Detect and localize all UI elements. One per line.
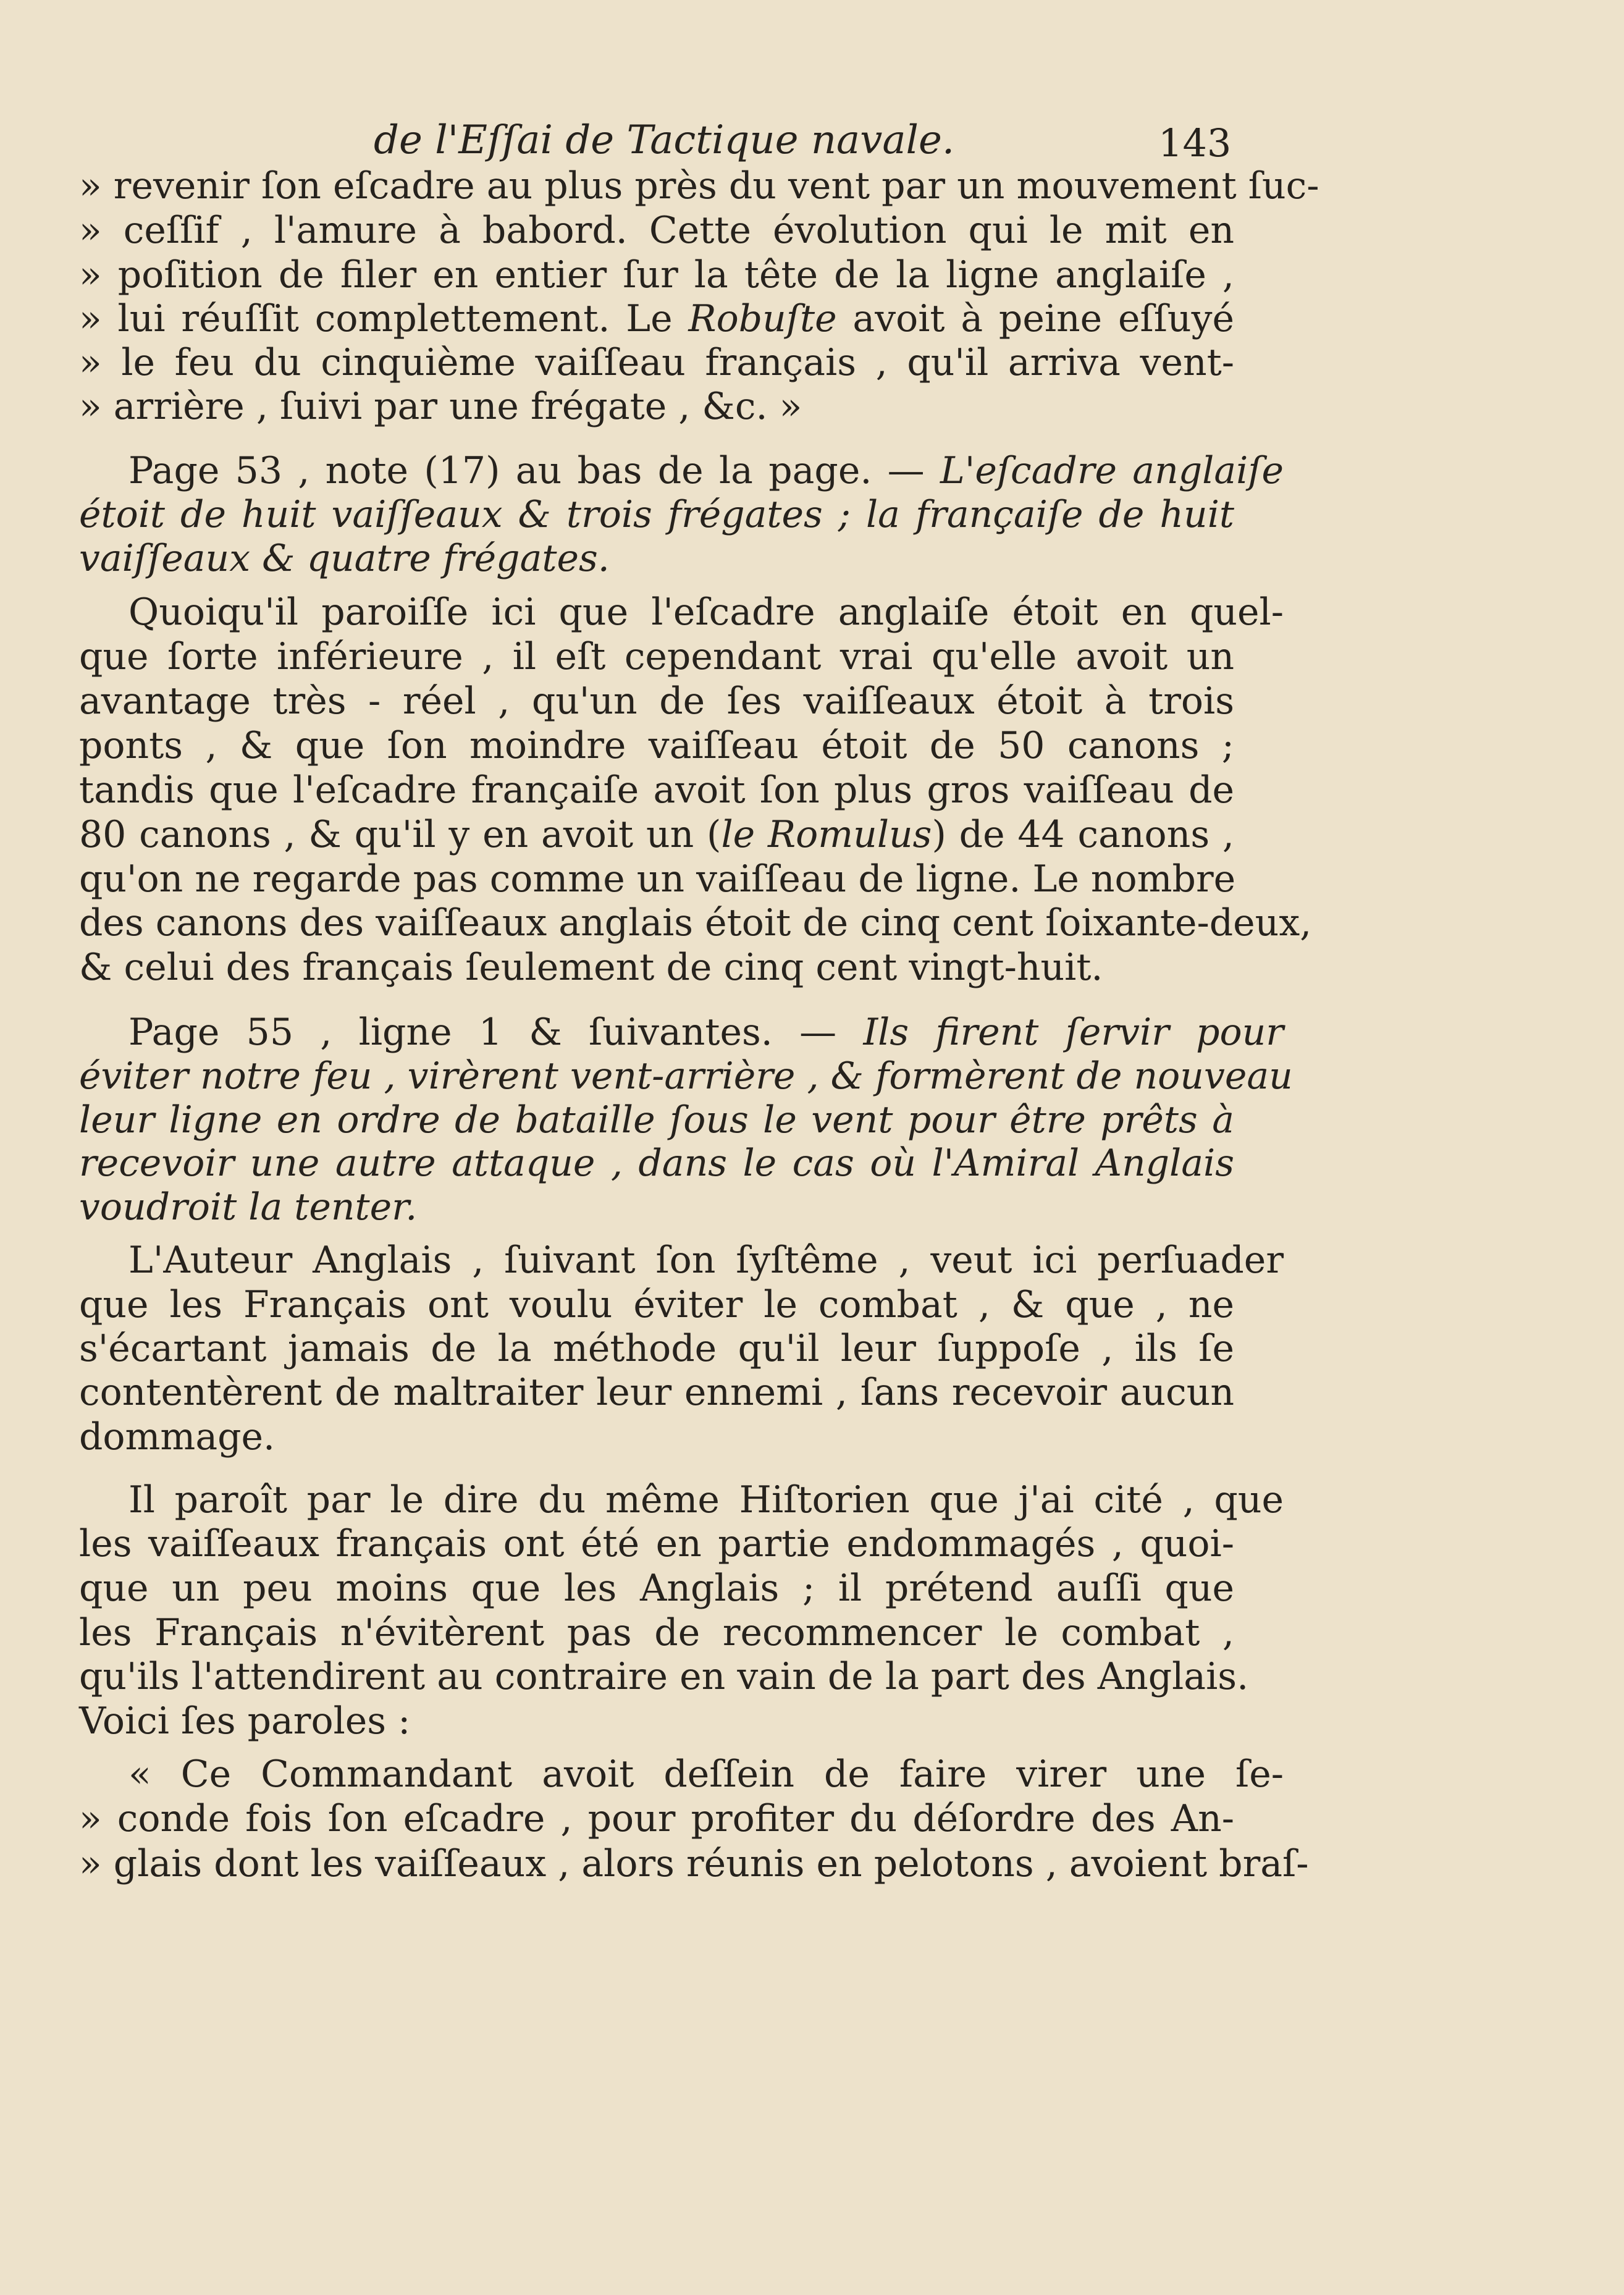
text-line (79, 1699, 1234, 1743)
page-number: 143 (1158, 120, 1232, 166)
text-run: tandis que l'eſcadre françaiſe avoit ſon plus gros vaiſſeau de (79, 769, 1234, 812)
text-line (79, 253, 1234, 297)
text-line (79, 208, 1234, 253)
text-run: » ceſſif , l'amure à babord. Cette évolution qui le mit en (79, 209, 1234, 252)
text-line (79, 723, 1234, 768)
text-line (79, 1326, 1234, 1371)
text-line (79, 1566, 1234, 1611)
text-line (79, 340, 1234, 385)
text-run: 80 canons , & qu'il y en avoit un ( (79, 813, 722, 856)
text-line (79, 1842, 1309, 1886)
italic-text: étoit de huit vaiſſeaux & trois frégates ; la françaiſe de huit (79, 493, 1234, 536)
text-line (79, 448, 1284, 493)
text-run: les vaiſſeaux français ont été en partie endommagés , quoi- (79, 1522, 1234, 1565)
text-run: & celui des français ſeulement de cinq cent vingt-huit. (79, 946, 1103, 989)
text-run: contentèrent de maltraiter leur ennemi , ſans recevoir aucun (79, 1371, 1234, 1414)
text-run: que ſorte inférieure , il eſt cependant vrai qu'elle avoit un (79, 635, 1234, 678)
italic-text: Robuſte (688, 297, 837, 340)
text-line (79, 812, 1234, 857)
italic-text: recevoir une autre attaque , dans le cas où l'Amiral Anglais (79, 1142, 1234, 1185)
text-run: Voici ſes paroles : (79, 1699, 411, 1743)
text-line (79, 384, 1234, 429)
text-line (79, 768, 1234, 812)
italic-text: L'eſcadre anglaiſe (940, 449, 1284, 492)
text-line (79, 1185, 1234, 1229)
text-line (79, 1282, 1234, 1327)
italic-text: Ils firent ſervir pour (863, 1011, 1284, 1054)
text-run: avantage très - réel , qu'un de ſes vaiſſeaux étoit à trois (79, 680, 1234, 723)
text-line (79, 297, 1234, 341)
text-run: ponts , & que ſon moindre vaiſſeau étoit de 50 canons ; (79, 724, 1234, 767)
italic-text: voudroit la tenter. (79, 1185, 418, 1229)
text-line (79, 536, 1234, 581)
running-title: de l'Eſſai de Tactique navale. (374, 117, 955, 163)
text-run: que les Français ont voulu éviter le combat , & que , ne (79, 1283, 1234, 1326)
text-run: les Français n'évitèrent pas de recommencer le combat , (79, 1611, 1234, 1654)
text-line (79, 1796, 1234, 1841)
text-run: Quoiqu'il paroiſſe ici que l'eſcadre anglaiſe étoit en quel- (128, 591, 1284, 634)
text-line (79, 634, 1234, 679)
text-line (79, 590, 1284, 634)
text-run: » arrière , ſuivi par une frégate , &c. » (79, 385, 802, 428)
text-run: » conde fois ſon eſcadre , pour profiter du déſordre des An- (79, 1797, 1234, 1840)
text-line (79, 945, 1234, 990)
text-line (79, 1522, 1234, 1566)
text-run: des canons des vaiſſeaux anglais étoit de cinq cent ſoixante-deux, (79, 901, 1312, 945)
text-line (79, 1478, 1284, 1522)
text-run: Page 55 , ligne 1 & ſuivantes. — (128, 1011, 864, 1054)
text-run: s'écartant jamais de la méthode qu'il leur ſuppoſe , ils ſe (79, 1327, 1234, 1370)
text-run: qu'ils l'attendirent au contraire en vain de la part des Anglais. (79, 1655, 1249, 1698)
text-line (79, 1238, 1284, 1282)
italic-text: vaiſſeaux & quatre frégates. (79, 537, 610, 580)
text-run: qu'on ne regarde pas comme un vaiſſeau de ligne. Le nombre (79, 857, 1236, 901)
text-run: » glais dont les vaiſſeaux , alors réunis en pelotons , avoient braſ- (79, 1842, 1309, 1885)
text-line (79, 901, 1312, 945)
text-run: Il paroît par le dire du même Hiſtorien que j'ai cité , que (128, 1478, 1284, 1522)
text-run: avoit à peine eſſuyé (836, 297, 1234, 340)
text-run: « Ce Commandant avoit deſſein de faire virer une ſe- (128, 1753, 1284, 1796)
text-line (79, 1415, 1234, 1459)
text-run: » poſition de filer en entier ſur la tête de la ligne anglaiſe , (79, 253, 1234, 297)
text-line (79, 1752, 1284, 1796)
text-run: » lui réuſſit complettement. Le (79, 297, 689, 340)
text-line (79, 1370, 1234, 1415)
text-line (79, 1611, 1234, 1655)
italic-text: le Romulus (721, 813, 932, 856)
italic-text: éviter notre feu , virèrent vent-arrière , & formèrent de nouveau (79, 1055, 1293, 1098)
text-run: dommage. (79, 1415, 276, 1459)
text-line (79, 679, 1234, 723)
text-line (79, 1098, 1234, 1142)
italic-text: leur ligne en ordre de bataille ſous le vent pour être prêts à (79, 1098, 1234, 1142)
text-run: Page 53 , note (17) au bas de la page. — (128, 449, 940, 492)
text-run: L'Auteur Anglais , ſuivant ſon ſyſtême , veut ici perſuader (128, 1239, 1284, 1282)
text-run: » revenir ſon eſcadre au plus près du vent par un mouvement ſuc- (79, 164, 1319, 208)
text-line (79, 1141, 1234, 1185)
text-line (79, 164, 1319, 208)
text-run: » le feu du cinquième vaiſſeau français , qu'il arriva vent- (79, 341, 1234, 384)
text-line (79, 492, 1234, 537)
text-run: que un peu moins que les Anglais ; il prétend auſſi que (79, 1567, 1234, 1610)
text-line (79, 1654, 1249, 1699)
text-line (79, 857, 1234, 901)
text-run: ) de 44 canons , (932, 813, 1235, 856)
text-line (79, 1054, 1293, 1098)
text-line (79, 1010, 1284, 1055)
